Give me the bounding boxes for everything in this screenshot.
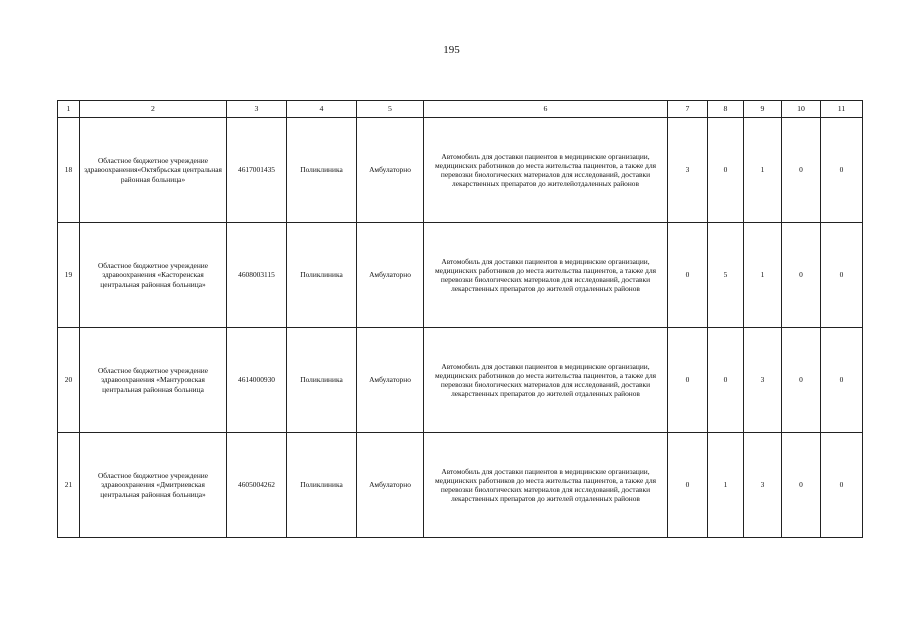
row-number-cell: 18 bbox=[58, 118, 80, 223]
table-row bbox=[58, 433, 863, 538]
value-cell-10: 0 bbox=[782, 118, 821, 223]
column-header: 1 bbox=[58, 101, 80, 118]
page-number: 195 bbox=[443, 44, 460, 56]
value-cell-7: 0 bbox=[668, 223, 708, 328]
vehicle-description-cell: Автомобиль для доставки пациентов в медицинские организации, медицинских работников до места жительства пациентов, а также для перевозки биологических материалов для исследований, доставки лекарственных препаратов до жителей отдаленных районов bbox=[424, 433, 668, 538]
institution-name-cell: Областное бюджетное учреждение здравоохранения «Касторенская центральная районная больница» bbox=[80, 223, 227, 328]
row-number-cell: 19 bbox=[58, 223, 80, 328]
care-mode-cell: Амбулаторно bbox=[357, 223, 424, 328]
value-cell-9: 1 bbox=[744, 118, 782, 223]
facility-type-cell: Поликлиника bbox=[287, 433, 357, 538]
institution-name-cell: Областное бюджетное учреждение здравоохранения«Октябрьская центральная районная больница» bbox=[80, 118, 227, 223]
care-mode-cell: Амбулаторно bbox=[357, 433, 424, 538]
care-mode-cell: Амбулаторно bbox=[357, 118, 424, 223]
facility-type-cell: Поликлиника bbox=[287, 328, 357, 433]
table-row bbox=[58, 118, 863, 223]
table-header-row bbox=[58, 101, 863, 118]
institution-code-cell: 4614000930 bbox=[227, 328, 287, 433]
institution-name-cell: Областное бюджетное учреждение здравоохранения «Дмитриевская центральная районная больница» bbox=[80, 433, 227, 538]
column-header: 9 bbox=[744, 101, 782, 118]
value-cell-7: 3 bbox=[668, 118, 708, 223]
column-header: 11 bbox=[821, 101, 863, 118]
value-cell-11: 0 bbox=[821, 223, 863, 328]
column-header: 8 bbox=[708, 101, 744, 118]
table-row bbox=[58, 328, 863, 433]
row-number-cell: 20 bbox=[58, 328, 80, 433]
value-cell-11: 0 bbox=[821, 433, 863, 538]
column-header: 3 bbox=[227, 101, 287, 118]
vehicle-description-cell: Автомобиль для доставки пациентов в медицинские организации, медицинских работников до места жительства пациентов, а также для перевозки биологических материалов для исследований, доставки лекарственных препаратов до жителей отдаленных районов bbox=[424, 223, 668, 328]
row-number-cell: 21 bbox=[58, 433, 80, 538]
column-header: 2 bbox=[80, 101, 227, 118]
table-row bbox=[58, 223, 863, 328]
value-cell-8: 5 bbox=[708, 223, 744, 328]
value-cell-7: 0 bbox=[668, 433, 708, 538]
institution-code-cell: 4608003115 bbox=[227, 223, 287, 328]
value-cell-10: 0 bbox=[782, 433, 821, 538]
institution-code-cell: 4605004262 bbox=[227, 433, 287, 538]
value-cell-11: 0 bbox=[821, 118, 863, 223]
facility-type-cell: Поликлиника bbox=[287, 118, 357, 223]
value-cell-9: 3 bbox=[744, 433, 782, 538]
vehicle-description-cell: Автомобиль для доставки пациентов в медицинские организации, медицинских работников до места жительства пациентов, а также для перевозки биологических материалов для исследований, доставки лекарственных препаратов до жителей отдаленных районов bbox=[424, 328, 668, 433]
column-header: 6 bbox=[424, 101, 668, 118]
value-cell-8: 0 bbox=[708, 118, 744, 223]
data-table bbox=[57, 100, 863, 538]
vehicle-description-cell: Автомобиль для доставки пациентов в медицинские организации, медицинских работников до места жительства пациентов, а также для перевозки биологических материалов для исследований, доставки лекарственных препаратов до жителейотдаленных районов bbox=[424, 118, 668, 223]
value-cell-10: 0 bbox=[782, 223, 821, 328]
column-header: 4 bbox=[287, 101, 357, 118]
value-cell-8: 1 bbox=[708, 433, 744, 538]
institution-code-cell: 4617001435 bbox=[227, 118, 287, 223]
value-cell-7: 0 bbox=[668, 328, 708, 433]
care-mode-cell: Амбулаторно bbox=[357, 328, 424, 433]
facility-type-cell: Поликлиника bbox=[287, 223, 357, 328]
column-header: 10 bbox=[782, 101, 821, 118]
column-header: 5 bbox=[357, 101, 424, 118]
column-header: 7 bbox=[668, 101, 708, 118]
value-cell-10: 0 bbox=[782, 328, 821, 433]
value-cell-8: 0 bbox=[708, 328, 744, 433]
value-cell-11: 0 bbox=[821, 328, 863, 433]
value-cell-9: 1 bbox=[744, 223, 782, 328]
institution-name-cell: Областное бюджетное учреждение здравоохранения «Мантуровская центральная районная больница bbox=[80, 328, 227, 433]
value-cell-9: 3 bbox=[744, 328, 782, 433]
